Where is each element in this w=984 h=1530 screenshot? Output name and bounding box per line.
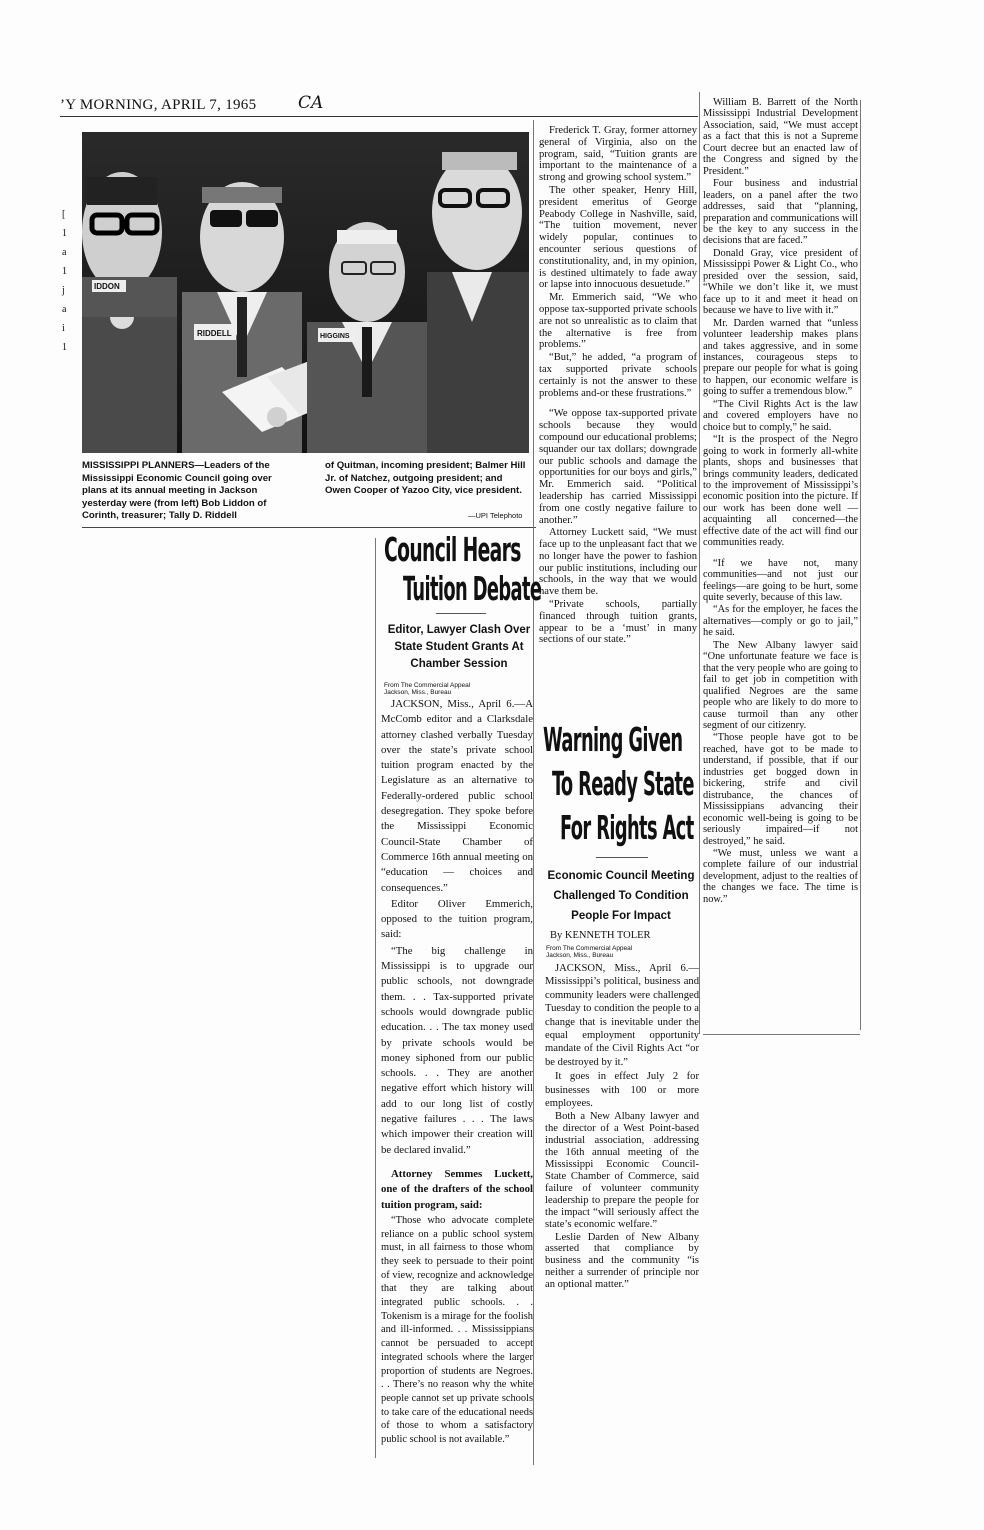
margin-mark: a bbox=[62, 304, 67, 315]
paragraph: “If we have not, many communities—and not just our feelings—are going to be hurt, some quite severly, because of this law. bbox=[703, 557, 858, 604]
margin-mark: i bbox=[62, 323, 65, 334]
photo-caption-right: of Quitman, incoming president; Balmer Hill Jr. of Natchez, outgoing president; and Owen Cooper of Yazoo City, vice president. bbox=[325, 460, 526, 496]
photo-caption-left: MISSISSIPPI PLANNERS—Leaders of the Mississippi Economic Council going over plans at its annual meeting in Jackson yesterday were (from left) Bob Liddon of Corinth, treasurer; Tally D. Riddell bbox=[82, 460, 272, 521]
paragraph: “But,” he added, “a program of tax supported private schools certainly is not the answer to these problems and-or these frustrations.” bbox=[539, 352, 697, 399]
paragraph: JACKSON, Miss., April 6.— Mississippi’s political, business and community leaders were challenged Tuesday to condition the people to a change that is inevitable under the equal employment opportunity mandate of the Civil Rights Act “or be destroyed by it.” bbox=[545, 963, 699, 1068]
paragraph: “We oppose tax-supported private schools because they would compound our educational problems; squander our tax dollars; downgrade our public schools and damage the opportunities for our boys and girls,” Mr. Emmerich said. “Political leadership has carried Mississippi from one costly negative failure to another.” bbox=[539, 408, 697, 526]
headline-divider bbox=[596, 857, 648, 858]
column-rule bbox=[375, 538, 376, 1458]
paragraph: Donald Gray, vice president of Mississippi Power & Light Co., who presided over the session, said, “While we don’t like it, we must face up to it and meet it head on because we have to live with it.” bbox=[703, 247, 858, 317]
story1-column bbox=[381, 697, 533, 1447]
story1-headline-line1: Council Hears bbox=[384, 530, 521, 569]
column-end-rule bbox=[703, 1034, 860, 1035]
story1-deck: Editor, Lawyer Clash Over State Student Grants At Chamber Session bbox=[387, 624, 531, 670]
paragraph: The other speaker, Henry Hill, president emeritus of George Peabody College in Nashville, said, “The tuition movement, never widely popular, continues to encounter serious questions of constitutionality, and, in my opinion, is destined ultimately to fade away or lapse into innocuous desuetude.” bbox=[539, 184, 697, 291]
header-rule bbox=[60, 116, 698, 117]
paragraph: “The big challenge in Mississippi is to upgrade our public schools, not downgrade them. . . Tax-supported private schools would downgrade public education. . . The tax money used by private schools would be money siphoned from our public schools. . . They are another negative effort which history will add to our long list of costly negative failures . . . The laws which impower their creation will be declared invalid.” bbox=[381, 944, 533, 1156]
paragraph: Frederick T. Gray, former attorney general of Virginia, also on the program, said, “Tuition grants are important to the maintenance of a strong and growing school system.” bbox=[539, 125, 697, 184]
handwritten-mark: CA bbox=[298, 93, 324, 113]
story2-headline-line1: Warning Given bbox=[543, 720, 683, 759]
paragraph: “As for the employer, he faces the alternatives—comply or go to jail,” he said. bbox=[703, 604, 858, 639]
margin-mark: 1 bbox=[62, 228, 67, 239]
paragraph: Both a New Albany lawyer and the director of a West Point-based industrial association, addressing the 16th annual meeting of the Mississippi Economic Council-State Chamber of Commerce, said failure of volunteer community leadership to prepare the people for the impact “will seriously affect the state’s economic welfare.” bbox=[545, 1111, 699, 1230]
margin-mark: j bbox=[62, 285, 65, 296]
story2-column bbox=[545, 962, 699, 1291]
paragraph: Mr. Darden warned that “unless volunteer leadership makes plans and takes aggressive, and in some instances, courageous steps to prepare our people for what is going to happen, our economic welfare is going to suffer a tremendous blow.” bbox=[703, 317, 858, 398]
dateline: ’Y MORNING, APRIL 7, 1965 bbox=[60, 97, 257, 113]
paragraph: “It is the prospect of the Negro going to work in formerly all-white plants, shops and businesses that brings community leaders, dedicated to the improvement of Mississippi’s economic position into the picture. If our work has been done well — acquainting all concerned—the effective date of the act will find our communities ready. bbox=[703, 434, 858, 549]
story2-headline-line2: To Ready State bbox=[552, 764, 694, 803]
margin-mark: a bbox=[62, 247, 67, 258]
paragraph: “We must, unless we want a complete failure of our industrial development, adjust to the realties of the changes we face. The time is now.” bbox=[703, 848, 858, 905]
badge-text: RIDDELL bbox=[197, 329, 232, 338]
bureau-line: Jackson, Miss., Bureau bbox=[384, 689, 452, 696]
column-rule bbox=[860, 100, 861, 1030]
paragraph: William B. Barrett of the North Mississippi Industrial Development Association, said, “We must accept as a fact that this is not a Supreme Court decree but an enacted law of the Congress and signed by the President.” bbox=[703, 97, 858, 177]
headline-divider bbox=[436, 613, 486, 614]
story2-headline-line3: For Rights Act bbox=[560, 808, 694, 847]
paragraph: The New Albany lawyer said “One unfortunate feature we face is that the very people who are going to fail to get job in competition with qualified Negroes are the same people who are likely to do more to cause turmoil than any other segment of our citizenry. bbox=[703, 639, 858, 732]
badge-text: IDDON bbox=[94, 282, 120, 291]
bureau-line: From The Commercial Appeal bbox=[384, 682, 471, 689]
paragraph: Mr. Emmerich said, “We who oppose tax-supported private schools are not so unrealistic as to claim that the alternative is free from problems.” bbox=[539, 292, 697, 351]
badge-text: HIGGINS bbox=[320, 333, 350, 340]
left-margin-marks bbox=[62, 205, 70, 357]
caption-rule bbox=[82, 527, 536, 528]
paragraph: Four business and industrial leaders, on a panel after the two addresses, said that “planning, preparation and communications will be the key to any success in the decisions that are faced.” bbox=[703, 178, 858, 247]
paragraph: Attorney Semmes Luckett, one of the drafters of the school tuition program, said: bbox=[381, 1167, 533, 1211]
photo-illustration bbox=[82, 132, 529, 453]
paragraph: “Those people have got to be reached, have got to be made to understand, if possible, that if our industries get bogged down in bickering, strife and civil distrubance, the chances of Mississippians advancing their economic well-being is going to be seriously impaired—if not destroyed,” he said. bbox=[703, 732, 858, 847]
column-rule bbox=[533, 120, 534, 1465]
story1-bureau bbox=[384, 682, 470, 696]
paragraph: It goes in effect July 2 for businesses with 100 or more employees. bbox=[545, 1071, 699, 1110]
paragraph: “The Civil Rights Act is the law and covered employers have no choice but to comply,” he said. bbox=[703, 398, 858, 433]
paragraph: “Those who advocate complete reliance on a public school system must, in all fairness to those whom they seek to persuade to their point of view, recognize and acknowledge that they are talking about integrated public schools. . . Tokenism is a mirage for the foolish and ill-informed. . . Mississippians cannot be persuaded to accept integrated schools where the larger proportion of students are Negroes. . . There’s no reason why the white people cannot set up private schools to take care of the educational needs of those to whom a satisfactory public school is not available.” bbox=[381, 1214, 533, 1446]
paragraph: Editor Oliver Emmerich, opposed to the tuition program, said: bbox=[381, 897, 533, 941]
story1-continued-column bbox=[539, 125, 697, 646]
paragraph: Leslie Darden of New Albany asserted that compliance by business and the community “is neither a surrender of principle nor an optional matter.” bbox=[545, 1231, 699, 1291]
bureau-line: From The Commercial Appeal bbox=[546, 945, 633, 952]
paragraph: “Private schools, partially financed through tuition grants, appear to be a ‘must’ in many sections of our state.” bbox=[539, 599, 697, 646]
photo-credit: —UPI Telephoto bbox=[468, 511, 523, 520]
story1-headline-line2: Tuition Debate bbox=[403, 569, 542, 608]
paragraph: Attorney Luckett said, “We must face up to the unpleasant fact that we no longer have the power to fashion our public institutions, including our schools, in the way that we would have them be. bbox=[539, 527, 697, 598]
story2-continued-column bbox=[703, 97, 858, 905]
story2-byline: By KENNETH TOLER bbox=[550, 930, 651, 941]
paragraph: JACKSON, Miss., April 6.—A McComb editor and a Clarksdale attorney clashed verbally Tuesday over the state’s private school tuition program enacted by the Legislature as an alternative to Federally-ordered public school desegregation. They spoke before the Mississippi Economic Council-State Chamber of Commerce 16th annual meeting on “education — choices and consequences.” bbox=[381, 698, 533, 894]
bureau-line: Jackson, Miss., Bureau bbox=[546, 952, 614, 959]
margin-mark: 1 bbox=[62, 342, 67, 353]
news-photo bbox=[82, 132, 529, 453]
story2-deck: Economic Council Meeting Challenged To Condition People For Impact bbox=[547, 870, 695, 922]
story2-bureau bbox=[546, 945, 632, 959]
margin-mark: [ bbox=[62, 209, 66, 220]
margin-mark: 1 bbox=[62, 266, 67, 277]
